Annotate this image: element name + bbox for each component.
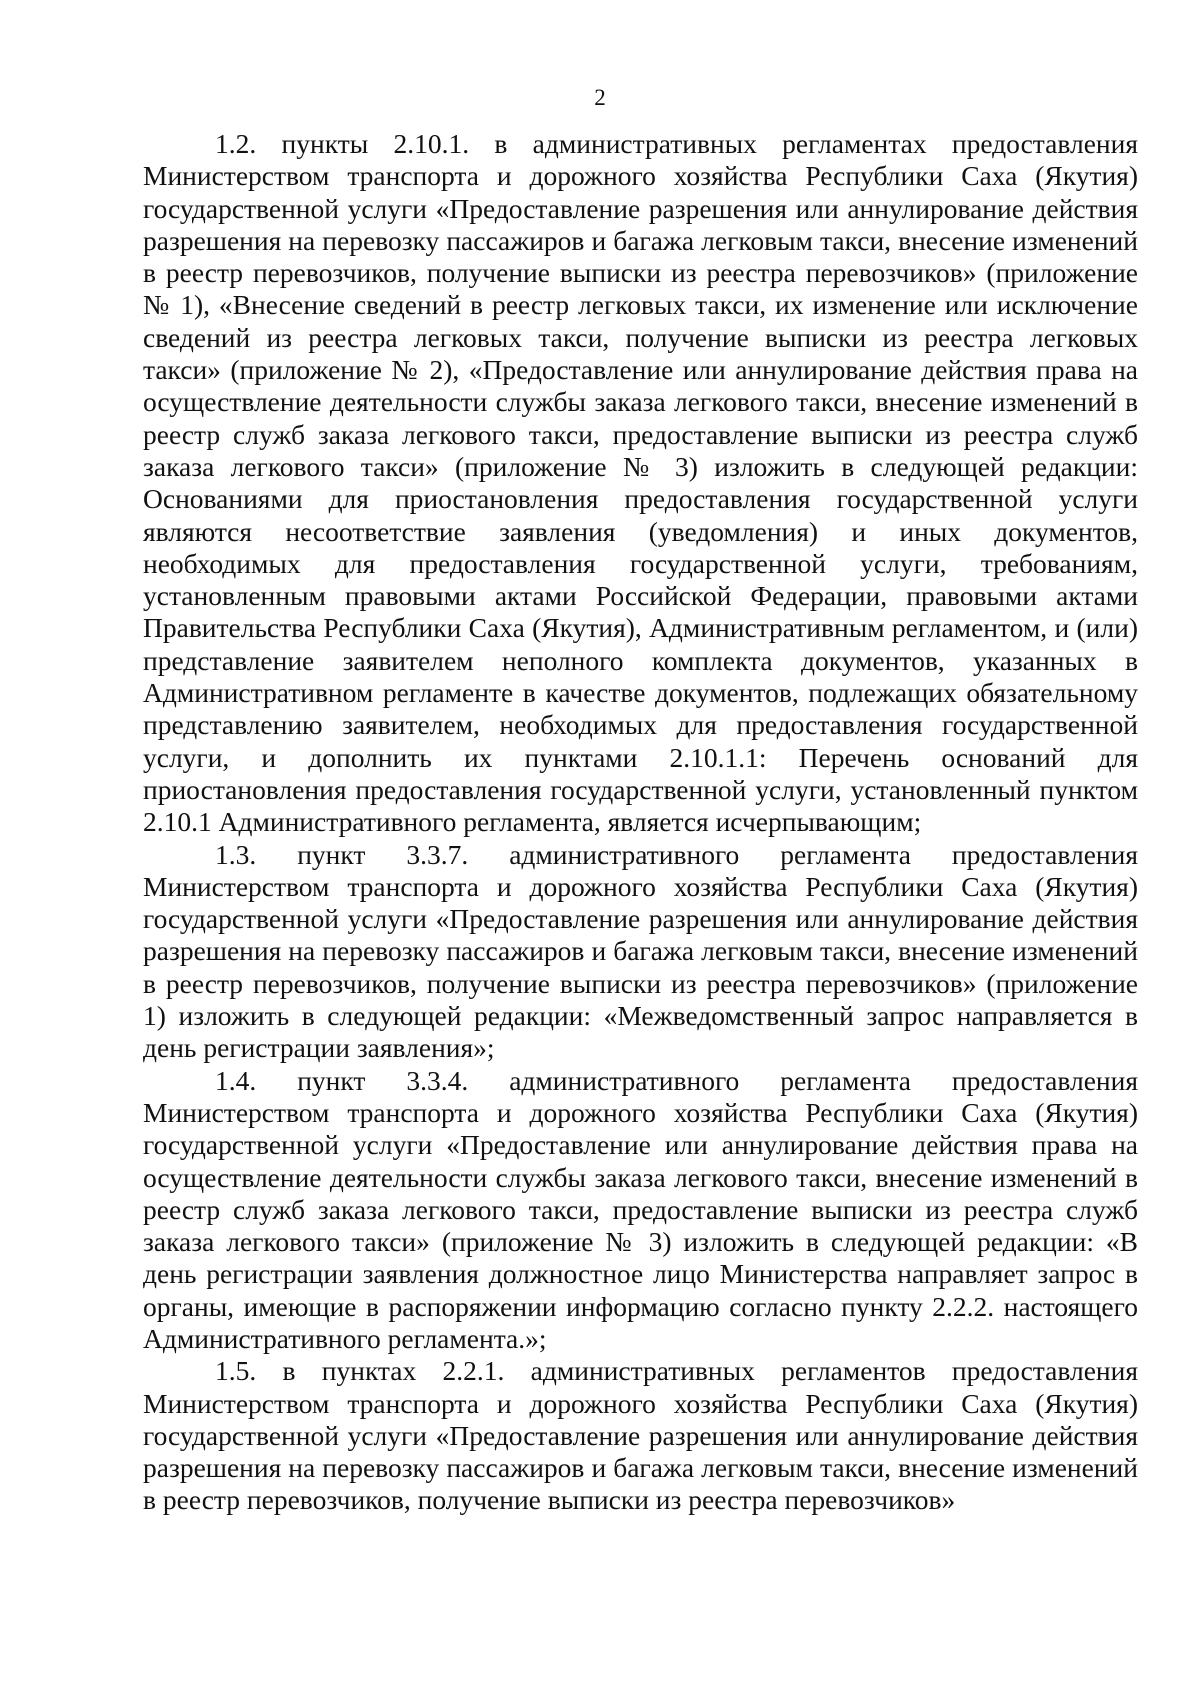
document-body (143, 128, 1138, 1517)
page-number: 2 (594, 85, 606, 110)
paragraph-1-5: 1.5. в пунктах 2.2.1. административных регламентов предоставления Министерством транспорта и дорожного хозяйства Республики Саха (Якутия) государственной услуги «Предоставление разрешения или аннулирование действия разрешения на перевозку пассажиров и багажа легковым такси, внесение изменений в реестр перевозчиков, получение выписки из реестра перевозчиков» (143, 1355, 1138, 1516)
paragraph-1-2: 1.2. пункты 2.10.1. в административных регламентах предоставления Министерством транспорта и дорожного хозяйства Республики Саха (Якутия) государственной услуги «Предоставление разрешения или аннулирование действия разрешения на перевозку пассажиров и багажа легковым такси, внесение изменений в реестр перевозчиков, получение выписки из реестра перевозчиков» (приложение № 1), «Внесение сведений в реестр легковых такси, их изменение или исключение сведений из реестра легковых такси, получение выписки из реестра легковых такси» (приложение № 2), «Предоставление или аннулирование действия права на осуществление деятельности службы заказа легкового такси, внесение изменений в реестр служб заказа легкового такси, предоставление выписки из реестра служб заказа легкового такси» (приложение № 3) изложить в следующей редакции: Основаниями для приостановления предоставления государственной услуги являются несоответствие заявления (уведомления) и иных документов, необходимых для предоставления государственной услуги, требованиям, установленным правовыми актами Российской Федерации, правовыми актами Правительства Республики Саха (Якутия), Административным регламентом, и (или) представление заявителем неполного комплекта документов, указанных в Административном регламенте в качестве документов, подлежащих обязательному представлению заявителем, необходимых для предоставления государственной услуги, и дополнить их пунктами 2.10.1.1: Перечень оснований для приостановления предоставления государственной услуги, установленный пунктом 2.10.1 Административного регламента, является исчерпывающим; (143, 128, 1138, 838)
paragraph-1-4: 1.4. пункт 3.3.4. административного регламента предоставления Министерством транспорта и дорожного хозяйства Республики Саха (Якутия) государственной услуги «Предоставление или аннулирование действия права на осуществление деятельности службы заказа легкового такси, внесение изменений в реестр служб заказа легкового такси, предоставление выписки из реестра служб заказа легкового такси» (приложение № 3) изложить в следующей редакции: «В день регистрации заявления должностное лицо Министерства направляет запрос в органы, имеющие в распоряжении информацию согласно пункту 2.2.2. настоящего Административного регламента.»; (143, 1064, 1138, 1354)
paragraph-1-3: 1.3. пункт 3.3.7. административного регламента предоставления Министерством транспорта и дорожного хозяйства Республики Саха (Якутия) государственной услуги «Предоставление разрешения или аннулирование действия разрешения на перевозку пассажиров и багажа легковым такси, внесение изменений в реестр перевозчиков, получение выписки из реестра перевозчиков» (приложение 1) изложить в следующей редакции: «Межведомственный запрос направляется в день регистрации заявления»; (143, 838, 1138, 1064)
